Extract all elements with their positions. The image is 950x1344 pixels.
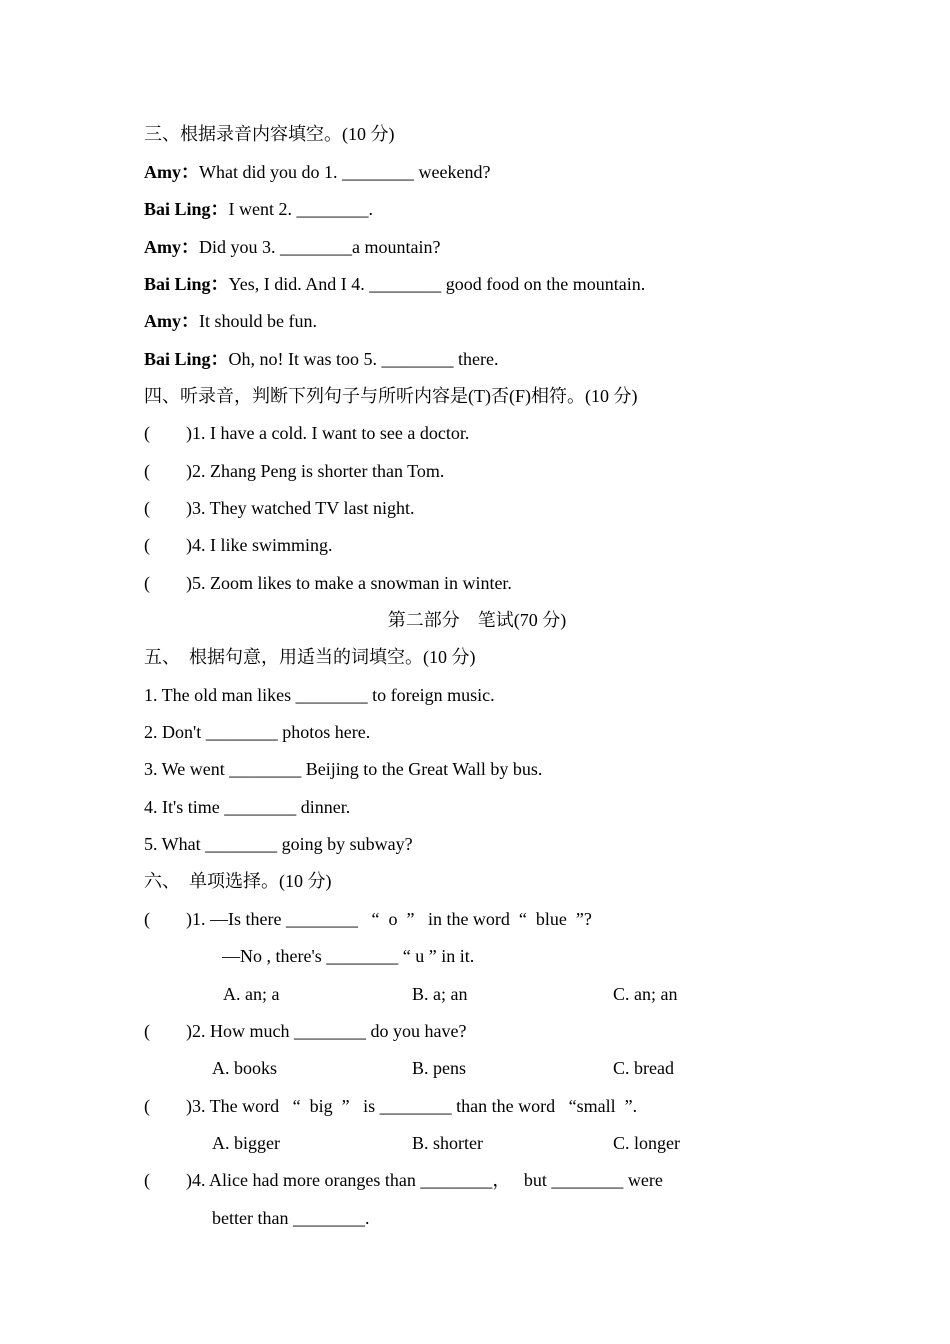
speaker: Amy： [144,311,199,331]
choice-q1-option-a: A. an; a [223,984,280,1004]
choice-q1-stem: ( )1. —Is there ________ “ o ” in the word “ blue ”? [144,909,592,929]
dialogue-line-5 [144,310,317,332]
choice-q2-stem: ( )2. How much ________ do you have? [144,1021,467,1041]
dialogue-text: I went 2. ________. [228,199,374,219]
dialogue-line-4 [144,273,645,295]
choice-q2-option-b: B. pens [412,1058,466,1078]
dialogue-line-6 [144,348,499,370]
fill-item-1: 1. The old man likes ________ to foreign music. [144,685,495,705]
dialogue-line-3 [144,236,440,258]
dialogue-line-2 [144,198,373,220]
section3-heading: 三、根据录音内容填空。(10 分) [144,124,395,144]
section4-heading: 四、听录音，判断下列句子与所听内容是(T)否(F)相符。(10 分) [144,386,638,406]
speaker: Bai Ling： [144,349,229,369]
judge-item-5: ( )5. Zoom likes to make a snowman in winter. [144,573,512,593]
dialogue-text: Oh, no! It was too 5. ________ there. [228,349,499,369]
choice-q3-option-a: A. bigger [212,1133,280,1153]
section5-heading: 五、 根据句意，用适当的词填空。(10 分) [144,647,476,667]
judge-item-2: ( )2. Zhang Peng is shorter than Tom. [144,461,445,481]
dialogue-text: Yes, I did. And I 4. ________ good food on the mountain. [228,274,646,294]
choice-q3-option-b: B. shorter [412,1133,483,1153]
fill-item-4: 4. It's time ________ dinner. [144,797,351,817]
fill-item-2: 2. Don't ________ photos here. [144,722,371,742]
choice-q1-option-c: C. an; an [613,984,678,1004]
dialogue-text: What did you do 1. ________ weekend? [199,162,491,182]
judge-item-3: ( )3. They watched TV last night. [144,498,415,518]
choice-q4-stem: ( )4. Alice had more oranges than ________， but ________ were [144,1170,663,1190]
choice-q3-option-c: C. longer [613,1133,680,1153]
section6-heading: 六、 单项选择。(10 分) [144,871,332,891]
fill-item-5: 5. What ________ going by subway? [144,834,413,854]
judge-item-4: ( )4. I like swimming. [144,535,333,555]
dialogue-line-1 [144,161,490,183]
speaker: Bai Ling： [144,199,229,219]
choice-q2-option-c: C. bread [613,1058,674,1078]
speaker: Bai Ling： [144,274,229,294]
choice-q3-stem: ( )3. The word “ big ” is ________ than the word “small ”. [144,1096,638,1116]
dialogue-text: Did you 3. ________a mountain? [199,237,441,257]
speaker: Amy： [144,237,199,257]
choice-q1-option-b: B. a; an [412,984,468,1004]
choice-q2-option-a: A. books [212,1058,278,1078]
fill-item-3: 3. We went ________ Beijing to the Great Wall by bus. [144,759,543,779]
speaker: Amy： [144,162,199,182]
dialogue-text: It should be fun. [199,311,317,331]
choice-q1-stem-2: —No , there's ________ “ u ” in it. [222,946,475,966]
judge-item-1: ( )1. I have a cold. I want to see a doctor. [144,423,470,443]
part2-heading: 第二部分 笔试(70 分) [387,610,567,630]
choice-q4-stem-2: better than ________. [212,1208,370,1228]
